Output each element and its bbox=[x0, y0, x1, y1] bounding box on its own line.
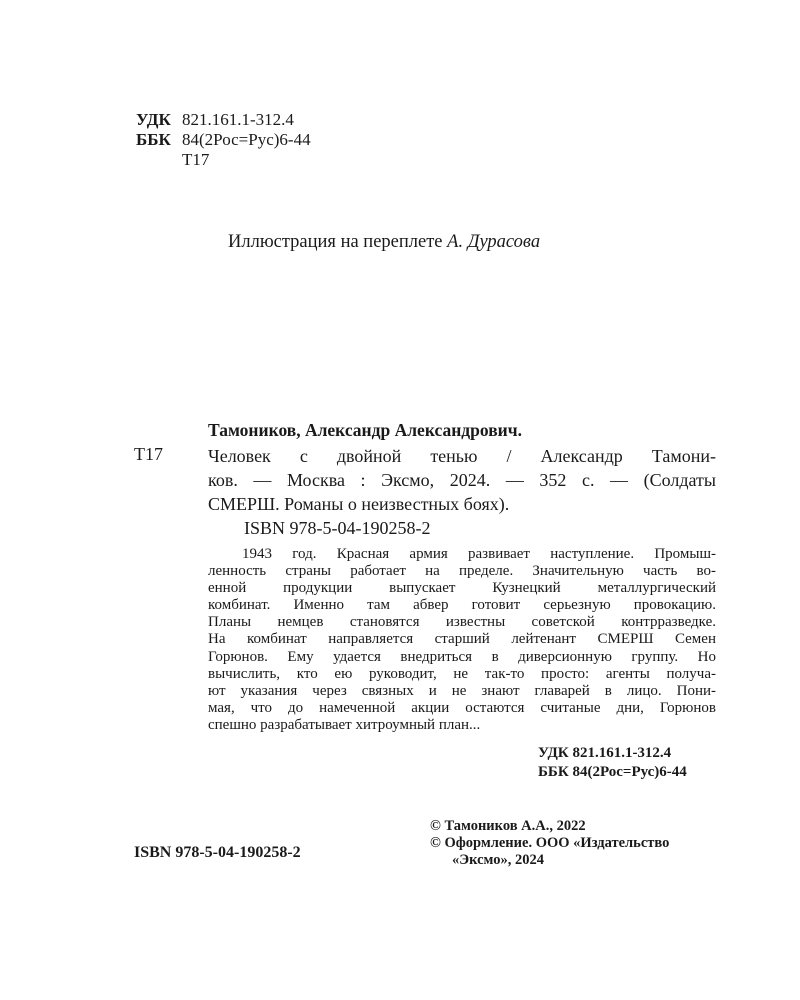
record-description bbox=[208, 444, 716, 516]
biblio-line: Человек с двойной тенью / Александр Тамони- bbox=[208, 446, 716, 466]
isbn-bottom: ISBN 978-5-04-190258-2 bbox=[134, 844, 301, 861]
bbk-row bbox=[136, 130, 311, 150]
bbk-label: ББК bbox=[136, 130, 171, 149]
annotation-line: На комбинат направляется старший лейтенант СМЕРШ Семен bbox=[208, 631, 716, 648]
bottom-udk: УДК 821.161.1-312.4 bbox=[538, 745, 672, 761]
record-mark: Т17 bbox=[134, 444, 163, 464]
copyright-line: © Оформление. ООО «Издательство bbox=[430, 835, 670, 851]
bottom-bbk: ББК 84(2Рос=Рус)6-44 bbox=[538, 764, 687, 780]
annotation-line: енной продукции выпускает Кузнецкий металлургический bbox=[208, 580, 716, 597]
record-isbn: ISBN 978-5-04-190258-2 bbox=[244, 518, 431, 538]
copyright-line: «Эксмо», 2024 bbox=[452, 852, 544, 868]
bbk-value: 84(2Рос=Рус)6-44 bbox=[182, 130, 311, 149]
copyright-line: © Тамоников А.А., 2022 bbox=[430, 818, 586, 834]
biblio-line: ков. — Москва : Эксмо, 2024. — 352 с. — (Солдаты bbox=[208, 470, 716, 490]
annotation-line: вычислить, кто ею руководит, не так-то просто: агенты получа- bbox=[208, 665, 716, 682]
annotation-line: комбинат. Именно там абвер готовит серьезную провокацию. bbox=[208, 597, 716, 614]
illustration-credit bbox=[228, 232, 540, 253]
illustration-text: Иллюстрация на переплете bbox=[228, 232, 443, 252]
annotation-line: Планы немцев становятся известны советской контрразведке. bbox=[208, 614, 716, 631]
annotation-line: мая, что до намеченной акции остаются считаные дни, Горюнов bbox=[208, 699, 716, 716]
annotation-line: Горюнов. Ему удается внедриться в диверсионную группу. Но bbox=[208, 648, 716, 665]
annotation-line: ют указания через связных и не знают главарей в лицо. Пони- bbox=[208, 682, 716, 699]
author-mark: Т17 bbox=[182, 150, 210, 169]
bottom-classification bbox=[538, 744, 687, 782]
illustration-artist: А. Дурасова bbox=[447, 232, 541, 252]
udk-value: 821.161.1-312.4 bbox=[182, 110, 294, 129]
udk-label: УДК bbox=[136, 110, 171, 129]
annotation-line: 1943 год. Красная армия развивает наступление. Промыш- bbox=[242, 546, 716, 562]
annotation bbox=[208, 546, 716, 734]
record-author: Тамоников, Александр Александрович. bbox=[208, 420, 522, 440]
udk-row bbox=[136, 110, 311, 130]
classification-block bbox=[136, 110, 311, 170]
copyright-block bbox=[430, 818, 669, 869]
biblio-line: СМЕРШ. Романы о неизвестных боях). bbox=[208, 494, 510, 514]
annotation-line: ленность страны работает на пределе. Значительную часть во- bbox=[208, 563, 716, 580]
annotation-line: спешно разрабатывает хитроумный план... bbox=[208, 716, 481, 733]
